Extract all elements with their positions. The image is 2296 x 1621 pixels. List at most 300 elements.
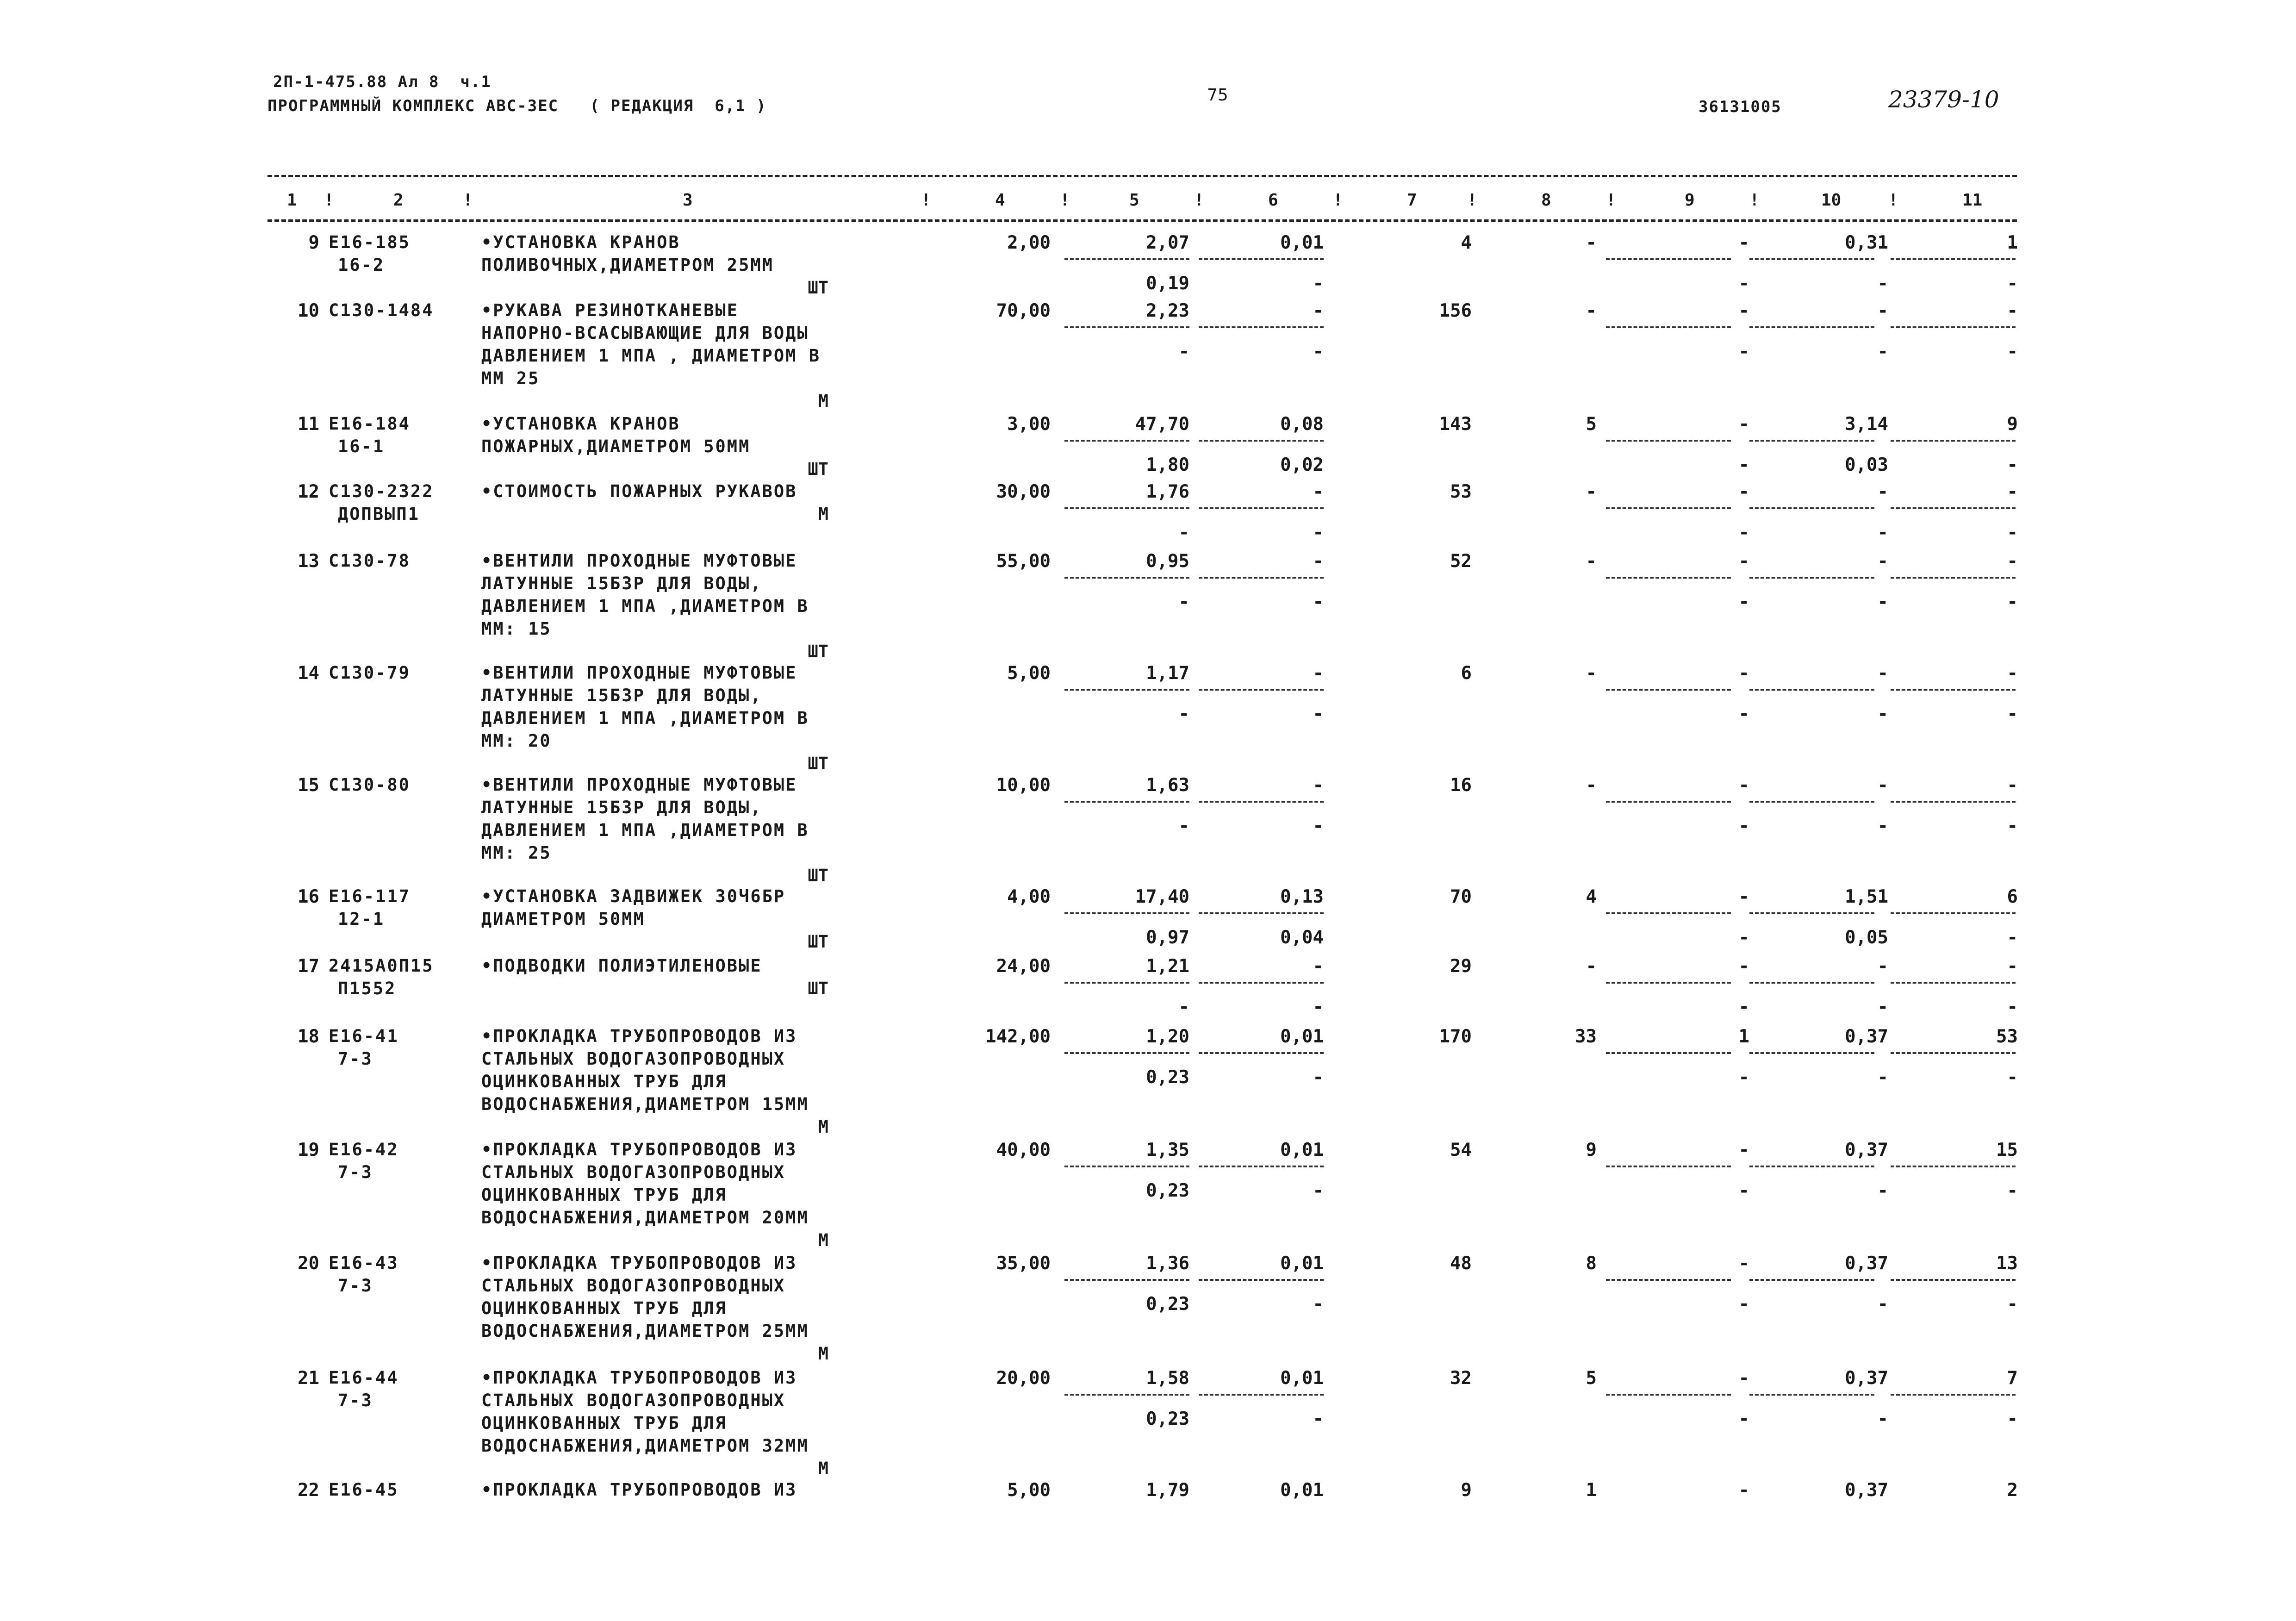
- operation-cost: -: [1738, 551, 1749, 572]
- work-description: ММ 25: [481, 368, 540, 388]
- resource-code: Е16-42: [329, 1140, 399, 1160]
- operation-cost: -: [1738, 775, 1749, 796]
- work-description: ЛАТУННЫЕ 15Б3Р ДЛЯ ВОДЫ,: [481, 686, 762, 705]
- total-cost: 53: [1450, 481, 1472, 502]
- labor-hours-2: -: [1877, 1180, 1888, 1201]
- operation-cost: -: [1738, 886, 1749, 907]
- total-wages: -: [1586, 956, 1597, 977]
- operation-cost: -: [1738, 232, 1749, 253]
- column-header-9: 9: [1685, 191, 1695, 210]
- operation-cost: -: [1738, 663, 1749, 684]
- cell-separator: [1199, 982, 1324, 984]
- total-cost: 156: [1439, 300, 1472, 321]
- unit-cost: 47,70: [1135, 414, 1189, 435]
- labor-hours-2: -: [1877, 1294, 1888, 1315]
- unit-cost: 1,79: [1146, 1480, 1189, 1501]
- labor-hours-2: -: [1877, 816, 1888, 836]
- quantity: 35,00: [996, 1253, 1051, 1274]
- work-description: •ВЕНТИЛИ ПРОХОДНЫЕ МУФТОВЫЕ: [481, 775, 797, 795]
- resource-code: Е16-44: [329, 1368, 399, 1388]
- machine-cost: 0,01: [1280, 1368, 1324, 1389]
- cell-separator: [1749, 1394, 1874, 1396]
- labor-hours-2: -: [1877, 997, 1888, 1017]
- machine-cost-wages: 0,04: [1280, 927, 1324, 948]
- operation-cost: -: [1738, 1480, 1749, 1501]
- total-labor: -: [2007, 663, 2018, 684]
- machine-cost-wages: -: [1313, 704, 1324, 724]
- work-description: •ПРОКЛАДКА ТРУБОПРОВОДОВ ИЗ: [481, 1368, 797, 1388]
- column-header-5: 5: [1129, 191, 1139, 210]
- machine-cost: 0,01: [1280, 232, 1324, 253]
- cell-separator: [1199, 577, 1324, 579]
- column-header-8: 8: [1541, 191, 1551, 210]
- total-wages: 8: [1586, 1253, 1597, 1274]
- cell-separator: [1749, 689, 1874, 691]
- total-labor-2: -: [2007, 927, 2018, 948]
- resource-code: Е16-41: [329, 1026, 399, 1046]
- cell-separator: [1606, 577, 1731, 579]
- operation-cost-wages: -: [1738, 592, 1749, 612]
- cell-separator: [1064, 1166, 1189, 1167]
- column-divider: !: [1194, 191, 1204, 210]
- total-wages: 33: [1575, 1026, 1597, 1047]
- cell-separator: [1064, 912, 1189, 914]
- operation-cost-wages: -: [1738, 1294, 1749, 1315]
- total-labor: -: [2007, 956, 2018, 977]
- cell-separator: [1199, 258, 1324, 260]
- cell-separator: [1199, 440, 1324, 442]
- column-divider: !: [921, 191, 931, 210]
- machine-cost: -: [1313, 300, 1324, 321]
- row-number: 10: [298, 300, 319, 321]
- resource-code: 2415А0П15: [329, 956, 434, 976]
- resource-code: Е16-43: [329, 1253, 399, 1273]
- cell-separator: [1749, 1052, 1874, 1054]
- work-description: ОЦИНКОВАННЫХ ТРУБ ДЛЯ: [481, 1185, 727, 1205]
- unit-cost: 1,36: [1146, 1253, 1189, 1274]
- labor-hours: -: [1877, 956, 1888, 977]
- total-cost: 6: [1461, 663, 1472, 684]
- labor-hours: 0,37: [1845, 1253, 1888, 1274]
- labor-hours: -: [1877, 551, 1888, 572]
- column-header-10: 10: [1821, 191, 1842, 210]
- row-number: 12: [298, 481, 319, 502]
- resource-code: 7-3: [338, 1390, 373, 1410]
- operation-cost-wages: -: [1738, 816, 1749, 836]
- header-rule: [268, 219, 2017, 222]
- cell-separator: [1199, 507, 1324, 509]
- total-cost: 52: [1450, 551, 1472, 572]
- labor-hours-2: 0,03: [1845, 455, 1888, 475]
- quantity: 3,00: [1007, 414, 1051, 435]
- cell-separator: [1749, 912, 1874, 914]
- work-description: •ПРОКЛАДКА ТРУБОПРОВОДОВ ИЗ: [481, 1253, 797, 1273]
- labor-hours: 3,14: [1845, 414, 1888, 435]
- cell-separator: [1891, 801, 2016, 803]
- column-header-2: 2: [393, 191, 404, 210]
- total-wages: 1: [1586, 1480, 1597, 1501]
- operation-cost: 1: [1738, 1026, 1749, 1047]
- total-wages: -: [1586, 232, 1597, 253]
- cell-separator: [1891, 1052, 2016, 1054]
- cell-separator: [1606, 326, 1731, 328]
- labor-hours-2: -: [1877, 522, 1888, 543]
- column-header-1: 1: [287, 191, 297, 210]
- resource-code: П1552: [338, 979, 397, 998]
- unit-of-measure: М: [818, 1117, 828, 1137]
- labor-hours-2: -: [1877, 704, 1888, 724]
- unit-cost-wages: -: [1178, 816, 1189, 836]
- cell-separator: [1199, 1279, 1324, 1281]
- cell-separator: [1606, 440, 1731, 442]
- operation-cost-wages: -: [1738, 455, 1749, 475]
- cell-separator: [1749, 577, 1874, 579]
- cell-separator: [1891, 507, 2016, 509]
- machine-cost-wages: -: [1313, 341, 1324, 362]
- column-divider: !: [1888, 191, 1898, 210]
- unit-cost: 1,17: [1146, 663, 1189, 684]
- operation-cost-wages: -: [1738, 704, 1749, 724]
- work-description: ММ: 20: [481, 731, 552, 751]
- quantity: 70,00: [996, 300, 1051, 321]
- total-labor-2: -: [2007, 1294, 2018, 1315]
- total-wages: -: [1586, 300, 1597, 321]
- total-cost: 16: [1450, 775, 1472, 796]
- column-header-11: 11: [1962, 191, 1983, 210]
- cell-separator: [1064, 440, 1189, 442]
- cell-separator: [1199, 1394, 1324, 1396]
- unit-cost: 2,23: [1146, 300, 1189, 321]
- cell-separator: [1891, 1166, 2016, 1167]
- cell-separator: [1749, 982, 1874, 984]
- total-wages: 5: [1586, 1368, 1597, 1389]
- column-divider: !: [324, 191, 334, 210]
- work-description: ММ: 15: [481, 619, 552, 639]
- unit-cost-wages: 0,23: [1146, 1180, 1189, 1201]
- total-labor: 1: [2007, 232, 2018, 253]
- work-description: •ПРОКЛАДКА ТРУБОПРОВОДОВ ИЗ: [481, 1480, 797, 1500]
- total-wages: -: [1586, 663, 1597, 684]
- labor-hours-2: -: [1877, 1409, 1888, 1429]
- total-labor: -: [2007, 300, 2018, 321]
- row-number: 20: [298, 1253, 319, 1274]
- total-labor: 13: [1996, 1253, 2018, 1274]
- total-labor: -: [2007, 775, 2018, 796]
- work-description: ДАВЛЕНИЕМ 1 МПА ,ДИАМЕТРОМ В: [481, 820, 809, 840]
- cell-separator: [1199, 801, 1324, 803]
- work-description: •ПРОКЛАДКА ТРУБОПРОВОДОВ ИЗ: [481, 1140, 797, 1160]
- work-description: ММ: 25: [481, 843, 552, 863]
- total-cost: 70: [1450, 886, 1472, 907]
- machine-cost: 0,01: [1280, 1253, 1324, 1274]
- resource-code: 7-3: [338, 1162, 373, 1182]
- total-cost: 54: [1450, 1140, 1472, 1160]
- cell-separator: [1891, 689, 2016, 691]
- machine-cost: -: [1313, 663, 1324, 684]
- unit-cost: 1,58: [1146, 1368, 1189, 1389]
- cell-separator: [1199, 1166, 1324, 1167]
- cell-separator: [1749, 507, 1874, 509]
- work-description: •ПОДВОДКИ ПОЛИЭТИЛЕНОВЫЕ: [481, 956, 762, 976]
- resource-code: 16-2: [338, 255, 385, 275]
- work-description: •СТОИМОСТЬ ПОЖАРНЫХ РУКАВОВ: [481, 481, 797, 501]
- operation-cost-wages: -: [1738, 1409, 1749, 1429]
- resource-code: 16-1: [338, 436, 385, 456]
- work-description: ЛАТУННЫЕ 15Б3Р ДЛЯ ВОДЫ,: [481, 574, 762, 593]
- labor-hours: 0,37: [1845, 1026, 1888, 1047]
- cell-separator: [1891, 326, 2016, 328]
- labor-hours: -: [1877, 775, 1888, 796]
- machine-cost: -: [1313, 775, 1324, 796]
- machine-cost-wages: -: [1313, 1180, 1324, 1201]
- cell-separator: [1064, 689, 1189, 691]
- column-divider: !: [1060, 191, 1070, 210]
- unit-cost: 17,40: [1135, 886, 1189, 907]
- resource-code: С130-1484: [329, 300, 434, 320]
- cell-separator: [1606, 689, 1731, 691]
- row-number: 14: [298, 663, 319, 684]
- total-cost: 170: [1439, 1026, 1472, 1047]
- cell-separator: [1749, 801, 1874, 803]
- cell-separator: [1891, 258, 2016, 260]
- operation-cost-wages: -: [1738, 273, 1749, 294]
- unit-cost-wages: 1,80: [1146, 455, 1189, 475]
- cell-separator: [1749, 440, 1874, 442]
- machine-cost-wages: -: [1313, 1409, 1324, 1429]
- labor-hours-2: -: [1877, 341, 1888, 362]
- document-code: 36131005: [1699, 98, 1782, 116]
- work-description: ВОДОСНАБЖЕНИЯ,ДИАМЕТРОМ 15ММ: [481, 1094, 809, 1114]
- column-divider: !: [1749, 191, 1760, 210]
- cell-separator: [1606, 912, 1731, 914]
- quantity: 30,00: [996, 481, 1051, 502]
- work-description: СТАЛЬНЫХ ВОДОГАЗОПРОВОДНЫХ: [481, 1276, 786, 1296]
- column-header-4: 4: [995, 191, 1005, 210]
- operation-cost: -: [1738, 300, 1749, 321]
- total-labor: 6: [2007, 886, 2018, 907]
- machine-cost: -: [1313, 551, 1324, 572]
- total-wages: -: [1586, 551, 1597, 572]
- cell-separator: [1064, 258, 1189, 260]
- work-description: СТАЛЬНЫХ ВОДОГАЗОПРОВОДНЫХ: [481, 1162, 786, 1182]
- total-cost: 48: [1450, 1253, 1472, 1274]
- resource-code: Е16-184: [329, 414, 411, 434]
- total-labor: 15: [1996, 1140, 2018, 1160]
- unit-of-measure: ШТ: [808, 642, 828, 661]
- cell-separator: [1891, 912, 2016, 914]
- row-number: 21: [298, 1368, 319, 1389]
- resource-code: 12-1: [338, 909, 385, 929]
- archive-number: 23379-10: [1888, 86, 1999, 113]
- cell-separator: [1064, 577, 1189, 579]
- labor-hours: 0,31: [1845, 232, 1888, 253]
- quantity: 4,00: [1007, 886, 1051, 907]
- work-description: СТАЛЬНЫХ ВОДОГАЗОПРОВОДНЫХ: [481, 1049, 786, 1069]
- labor-hours: 0,37: [1845, 1368, 1888, 1389]
- unit-of-measure: ШТ: [808, 278, 828, 298]
- work-description: ОЦИНКОВАННЫХ ТРУБ ДЛЯ: [481, 1413, 727, 1433]
- machine-cost-wages: -: [1313, 592, 1324, 612]
- unit-cost-wages: -: [1178, 997, 1189, 1017]
- work-description: ВОДОСНАБЖЕНИЯ,ДИАМЕТРОМ 25ММ: [481, 1321, 809, 1341]
- top-rule: [268, 175, 2017, 177]
- work-description: •ВЕНТИЛИ ПРОХОДНЫЕ МУФТОВЫЕ: [481, 663, 797, 683]
- unit-cost-wages: -: [1178, 704, 1189, 724]
- unit-of-measure: М: [818, 1344, 828, 1364]
- work-description: ОЦИНКОВАННЫХ ТРУБ ДЛЯ: [481, 1298, 727, 1318]
- work-description: ДАВЛЕНИЕМ 1 МПА , ДИАМЕТРОМ В: [481, 346, 821, 366]
- column-divider: !: [1333, 191, 1343, 210]
- total-labor-2: -: [2007, 522, 2018, 543]
- machine-cost: -: [1313, 481, 1324, 502]
- column-divider: !: [463, 191, 473, 210]
- row-number: 17: [298, 956, 319, 977]
- unit-cost: 2,07: [1146, 232, 1189, 253]
- cell-separator: [1606, 1279, 1731, 1281]
- machine-cost-wages: -: [1313, 997, 1324, 1017]
- total-wages: 5: [1586, 414, 1597, 435]
- work-description: ДИАМЕТРОМ 50ММ: [481, 909, 645, 929]
- doc-reference: 2П-1-475.88 Ал 8 ч.1: [273, 73, 492, 91]
- work-description: ОЦИНКОВАННЫХ ТРУБ ДЛЯ: [481, 1072, 727, 1091]
- unit-of-measure: ШТ: [808, 932, 828, 952]
- quantity: 2,00: [1007, 232, 1051, 253]
- labor-hours: -: [1877, 663, 1888, 684]
- quantity: 24,00: [996, 956, 1051, 977]
- labor-hours: -: [1877, 481, 1888, 502]
- total-labor-2: -: [2007, 341, 2018, 362]
- machine-cost: 0,13: [1280, 886, 1324, 907]
- row-number: 13: [298, 551, 319, 572]
- resource-code: С130-79: [329, 663, 411, 683]
- row-number: 9: [308, 232, 319, 253]
- total-labor: 53: [1996, 1026, 2018, 1047]
- labor-hours-2: -: [1877, 1067, 1888, 1088]
- cell-separator: [1606, 982, 1731, 984]
- quantity: 40,00: [996, 1140, 1051, 1160]
- cell-separator: [1064, 801, 1189, 803]
- labor-hours: -: [1877, 300, 1888, 321]
- machine-cost: -: [1313, 956, 1324, 977]
- work-description: ДАВЛЕНИЕМ 1 МПА ,ДИАМЕТРОМ В: [481, 596, 809, 616]
- cell-separator: [1749, 326, 1874, 328]
- total-labor: -: [2007, 551, 2018, 572]
- unit-of-measure: М: [818, 391, 828, 411]
- unit-of-measure: М: [818, 1230, 828, 1250]
- cell-separator: [1064, 507, 1189, 509]
- operation-cost-wages: -: [1738, 522, 1749, 543]
- cell-separator: [1199, 1052, 1324, 1054]
- labor-hours-2: -: [1877, 273, 1888, 294]
- work-description: ВОДОСНАБЖЕНИЯ,ДИАМЕТРОМ 20ММ: [481, 1208, 809, 1228]
- cell-separator: [1606, 507, 1731, 509]
- unit-of-measure: ШТ: [808, 866, 828, 885]
- total-labor-2: -: [2007, 273, 2018, 294]
- unit-cost: 1,63: [1146, 775, 1189, 796]
- unit-cost-wages: 0,23: [1146, 1294, 1189, 1315]
- cell-separator: [1891, 1394, 2016, 1396]
- operation-cost: -: [1738, 414, 1749, 435]
- unit-cost-wages: 0,23: [1146, 1409, 1189, 1429]
- cell-separator: [1606, 258, 1731, 260]
- unit-cost-wages: -: [1178, 592, 1189, 612]
- unit-of-measure: ШТ: [808, 459, 828, 479]
- column-divider: !: [1606, 191, 1616, 210]
- quantity: 10,00: [996, 775, 1051, 796]
- total-wages: 9: [1586, 1140, 1597, 1160]
- work-description: ВОДОСНАБЖЕНИЯ,ДИАМЕТРОМ 32ММ: [481, 1436, 809, 1456]
- row-number: 15: [298, 775, 319, 796]
- total-labor: 7: [2007, 1368, 2018, 1389]
- row-number: 11: [298, 414, 319, 435]
- unit-of-measure: М: [818, 504, 828, 524]
- row-number: 19: [298, 1140, 319, 1160]
- total-cost: 32: [1450, 1368, 1472, 1389]
- resource-code: С130-78: [329, 551, 411, 571]
- resource-code: 7-3: [338, 1049, 373, 1069]
- cell-separator: [1606, 1394, 1731, 1396]
- unit-cost-wages: 0,19: [1146, 273, 1189, 294]
- cell-separator: [1064, 1052, 1189, 1054]
- unit-of-measure: ШТ: [808, 754, 828, 773]
- resource-code: Е16-185: [329, 232, 411, 252]
- resource-code: ДОПВЫП1: [338, 504, 420, 524]
- total-wages: -: [1586, 775, 1597, 796]
- cell-separator: [1064, 982, 1189, 984]
- cell-separator: [1199, 689, 1324, 691]
- machine-cost-wages: -: [1313, 522, 1324, 543]
- labor-hours-2: -: [1877, 592, 1888, 612]
- operation-cost-wages: -: [1738, 1180, 1749, 1201]
- cell-separator: [1891, 577, 2016, 579]
- work-description: СТАЛЬНЫХ ВОДОГАЗОПРОВОДНЫХ: [481, 1390, 786, 1410]
- unit-of-measure: М: [818, 1459, 828, 1478]
- work-description: •ПРОКЛАДКА ТРУБОПРОВОДОВ ИЗ: [481, 1026, 797, 1046]
- cell-separator: [1749, 258, 1874, 260]
- unit-of-measure: ШТ: [808, 979, 828, 998]
- quantity: 55,00: [996, 551, 1051, 572]
- total-labor-2: -: [2007, 592, 2018, 612]
- total-cost: 143: [1439, 414, 1472, 435]
- operation-cost-wages: -: [1738, 341, 1749, 362]
- work-description: ПОЛИВОЧНЫХ,ДИАМЕТРОМ 25ММ: [481, 255, 774, 275]
- machine-cost: 0,01: [1280, 1026, 1324, 1047]
- unit-cost: 1,76: [1146, 481, 1189, 502]
- operation-cost: -: [1738, 956, 1749, 977]
- total-wages: -: [1586, 481, 1597, 502]
- unit-cost-wages: -: [1178, 341, 1189, 362]
- operation-cost: -: [1738, 1368, 1749, 1389]
- total-cost: 9: [1461, 1480, 1472, 1501]
- cell-separator: [1891, 1279, 2016, 1281]
- total-labor: 2: [2007, 1480, 2018, 1501]
- unit-cost-wages: -: [1178, 522, 1189, 543]
- page-number: 75: [1207, 86, 1228, 105]
- cell-separator: [1606, 1166, 1731, 1167]
- labor-hours: 0,37: [1845, 1480, 1888, 1501]
- unit-cost: 1,21: [1146, 956, 1189, 977]
- machine-cost: 0,08: [1280, 414, 1324, 435]
- resource-code: 7-3: [338, 1276, 373, 1296]
- quantity: 142,00: [985, 1026, 1051, 1047]
- unit-cost-wages: 0,97: [1146, 927, 1189, 948]
- quantity: 20,00: [996, 1368, 1051, 1389]
- work-description: •РУКАВА РЕЗИНОТКАНЕВЫЕ: [481, 300, 739, 320]
- machine-cost-wages: -: [1313, 1067, 1324, 1088]
- total-labor-2: -: [2007, 704, 2018, 724]
- total-labor-2: -: [2007, 1067, 2018, 1088]
- cell-separator: [1199, 326, 1324, 328]
